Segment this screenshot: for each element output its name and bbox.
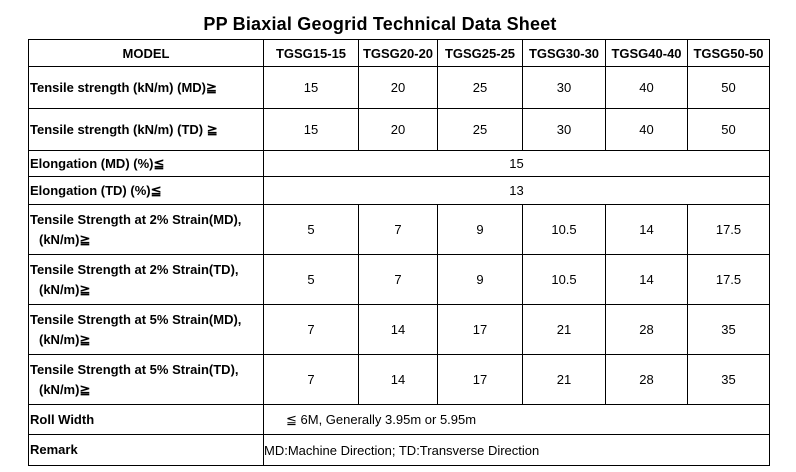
row-label bbox=[29, 255, 264, 305]
row-label: Elongation (TD) (%)≦ bbox=[29, 177, 264, 205]
model-column-header: TGSG50-50 bbox=[688, 40, 770, 67]
table-row bbox=[29, 435, 770, 466]
model-column-header: TGSG15-15 bbox=[264, 40, 359, 67]
cell-value: 17.5 bbox=[688, 255, 770, 305]
cell-value: 25 bbox=[438, 109, 523, 151]
row-label: Elongation (MD) (%)≦ bbox=[29, 151, 264, 177]
cell-value: 35 bbox=[688, 355, 770, 405]
row-label bbox=[29, 305, 264, 355]
cell-value: 10.5 bbox=[523, 205, 606, 255]
table-row bbox=[29, 151, 770, 177]
cell-value: 15 bbox=[264, 109, 359, 151]
cell-value: 9 bbox=[438, 255, 523, 305]
cell-value: 50 bbox=[688, 67, 770, 109]
cell-value: 17.5 bbox=[688, 205, 770, 255]
row-label: Tensile strength (kN/m) (TD) ≧ bbox=[29, 109, 264, 151]
cell-value: 7 bbox=[359, 205, 438, 255]
table-row bbox=[29, 67, 770, 109]
row-label bbox=[29, 205, 264, 255]
data-sheet-table bbox=[28, 39, 770, 466]
cell-value: 28 bbox=[606, 305, 688, 355]
cell-value: 14 bbox=[359, 305, 438, 355]
merged-value: MD:Machine Direction; TD:Transverse Direction bbox=[264, 435, 770, 466]
table-row bbox=[29, 109, 770, 151]
cell-value: 28 bbox=[606, 355, 688, 405]
merged-value: ≦ 6M, Generally 3.95m or 5.95m bbox=[264, 405, 770, 435]
cell-value: 21 bbox=[523, 305, 606, 355]
row-label: Remark bbox=[29, 435, 264, 466]
cell-value: 35 bbox=[688, 305, 770, 355]
cell-value: 14 bbox=[606, 255, 688, 305]
model-column-header: TGSG20-20 bbox=[359, 40, 438, 67]
row-label-unit: (kN/m)≧ bbox=[39, 381, 91, 397]
row-label: Tensile strength (kN/m) (MD)≧ bbox=[29, 67, 264, 109]
cell-value: 40 bbox=[606, 67, 688, 109]
row-label-line: Tensile Strength at 5% Strain(MD), bbox=[30, 311, 242, 327]
model-column-header: TGSG25-25 bbox=[438, 40, 523, 67]
table-row bbox=[29, 405, 770, 435]
cell-value: 7 bbox=[264, 305, 359, 355]
cell-value: 15 bbox=[264, 67, 359, 109]
row-label bbox=[29, 355, 264, 405]
cell-value: 14 bbox=[606, 205, 688, 255]
table-row bbox=[29, 177, 770, 205]
merged-value: 13 bbox=[264, 177, 770, 205]
row-label-line: Tensile Strength at 5% Strain(TD), bbox=[30, 361, 239, 377]
cell-value: 40 bbox=[606, 109, 688, 151]
model-header: MODEL bbox=[29, 40, 264, 67]
row-label-unit: (kN/m)≧ bbox=[39, 281, 91, 297]
cell-value: 5 bbox=[264, 255, 359, 305]
cell-value: 7 bbox=[264, 355, 359, 405]
cell-value: 5 bbox=[264, 205, 359, 255]
table-row bbox=[29, 355, 770, 405]
cell-value: 14 bbox=[359, 355, 438, 405]
cell-value: 17 bbox=[438, 355, 523, 405]
cell-value: 7 bbox=[359, 255, 438, 305]
cell-value: 10.5 bbox=[523, 255, 606, 305]
row-label-line: Tensile Strength at 2% Strain(MD), bbox=[30, 211, 242, 227]
model-column-header: TGSG40-40 bbox=[606, 40, 688, 67]
cell-value: 30 bbox=[523, 109, 606, 151]
table-row bbox=[29, 255, 770, 305]
merged-value: 15 bbox=[264, 151, 770, 177]
header-row bbox=[29, 40, 770, 67]
cell-value: 25 bbox=[438, 67, 523, 109]
cell-value: 30 bbox=[523, 67, 606, 109]
cell-value: 21 bbox=[523, 355, 606, 405]
cell-value: 9 bbox=[438, 205, 523, 255]
row-label-unit: (kN/m)≧ bbox=[39, 331, 91, 347]
row-label-unit: (kN/m)≧ bbox=[39, 231, 91, 247]
page-title: PP Biaxial Geogrid Technical Data Sheet bbox=[203, 14, 557, 34]
cell-value: 50 bbox=[688, 109, 770, 151]
row-label: Roll Width bbox=[29, 405, 264, 435]
cell-value: 20 bbox=[359, 109, 438, 151]
model-column-header: TGSG30-30 bbox=[523, 40, 606, 67]
cell-value: 20 bbox=[359, 67, 438, 109]
table-row bbox=[29, 205, 770, 255]
table-row bbox=[29, 305, 770, 355]
row-label-line: Tensile Strength at 2% Strain(TD), bbox=[30, 261, 239, 277]
cell-value: 17 bbox=[438, 305, 523, 355]
